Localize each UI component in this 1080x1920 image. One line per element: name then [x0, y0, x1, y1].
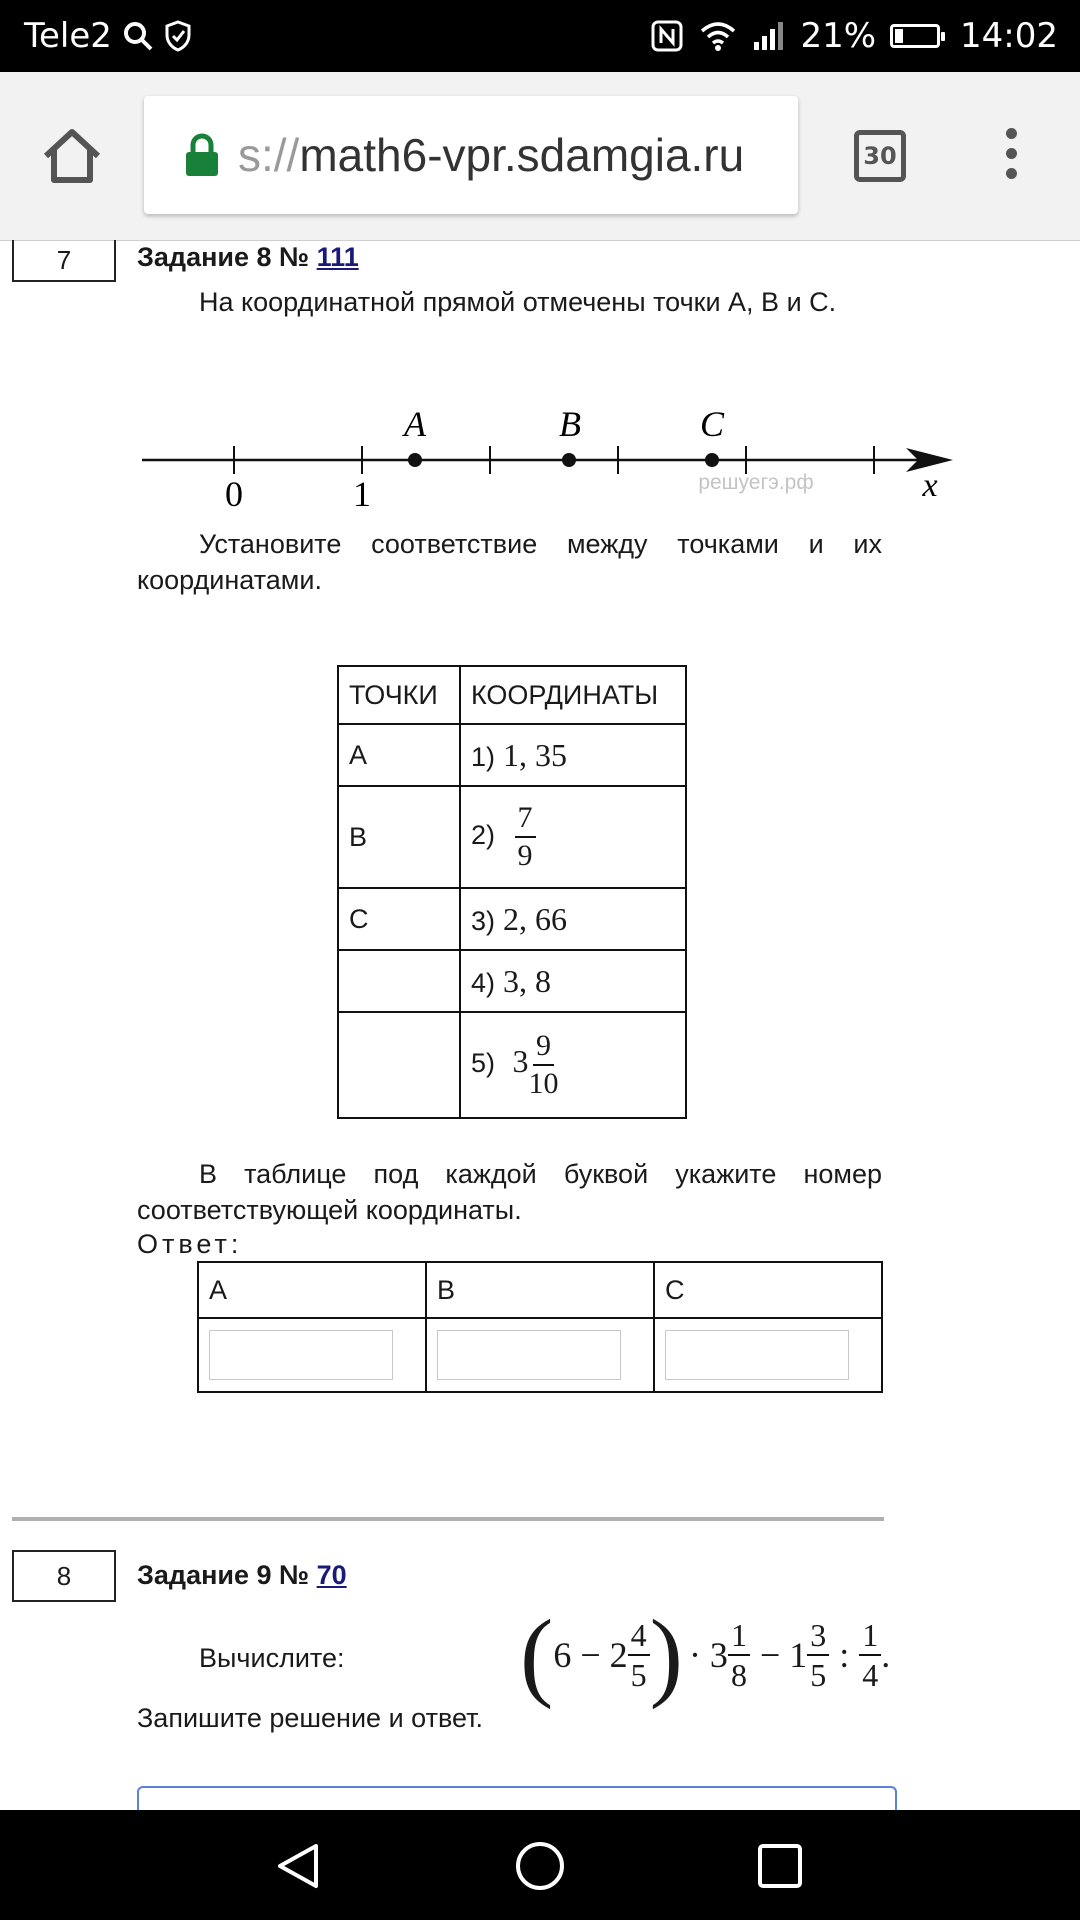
home-icon[interactable]: [40, 124, 104, 188]
answer-table: [197, 1261, 883, 1393]
lock-icon: [184, 132, 220, 178]
number-line: [138, 382, 958, 512]
axis-label-x: x: [922, 467, 938, 504]
point-cell: A: [338, 724, 460, 786]
navigation-bar: [0, 1810, 1080, 1920]
tick-label-0: 0: [225, 474, 243, 512]
math-expression: ( 6 − 2 $\frac{4}{5}$ ) · 3 $\frac{1}{8}$ − 1 $\frac{3}{5}$ : $\frac{1}{4}$ .: [520, 1599, 891, 1710]
browser-toolbar: [0, 72, 1080, 241]
wifi-icon: [698, 20, 738, 52]
task-title: Задание 9 № 70: [137, 1560, 347, 1590]
matching-table: [337, 665, 687, 1119]
section-divider: [12, 1517, 884, 1521]
point-label-b: B: [559, 404, 581, 444]
overflow-menu-icon[interactable]: [998, 128, 1024, 188]
point-b-dot: [562, 453, 576, 467]
status-bar: [0, 0, 1080, 72]
tick-label-1: 1: [353, 474, 371, 512]
signal-icon: [752, 20, 786, 52]
point-label-a: A: [404, 404, 426, 444]
solution-textarea[interactable]: [137, 1786, 897, 1810]
answer-header-c: C: [654, 1262, 882, 1318]
coordinate-cell: 1) 1, 35: [460, 724, 686, 786]
compute-label: Вычислите:: [199, 1643, 345, 1673]
task-instruction: Запишите решение и ответ.: [137, 1703, 483, 1733]
recents-icon[interactable]: [756, 1842, 804, 1890]
point-cell: [338, 950, 460, 1012]
coordinate-cell: 5) 3 $\frac{9}{10}$: [460, 1012, 686, 1118]
battery-icon: [890, 24, 940, 48]
header-points: ТОЧКИ: [338, 666, 460, 724]
point-c-dot: [705, 453, 719, 467]
answer-header-b: B: [426, 1262, 654, 1318]
point-a-dot: [408, 453, 422, 467]
task-link[interactable]: 111: [316, 242, 359, 272]
answer-input-c[interactable]: [665, 1330, 849, 1380]
watermark: решуегэ.рф: [698, 471, 814, 494]
answer-note: В таблице под каждой буквой укажите номер соответствующей координаты.: [137, 1159, 882, 1225]
nfc-icon: [650, 19, 684, 53]
back-icon[interactable]: [272, 1840, 324, 1892]
answer-label: Ответ:: [137, 1229, 243, 1259]
url-text: s://math6-vpr.sdamgia.ru: [238, 129, 745, 181]
point-label-c: C: [699, 404, 725, 444]
battery-percent: 21%: [800, 16, 877, 56]
task-title: Задание 8 № 111: [137, 242, 359, 272]
shield-icon: [164, 20, 192, 52]
point-cell: C: [338, 888, 460, 950]
point-cell: B: [338, 786, 460, 888]
answer-header-a: A: [198, 1262, 426, 1318]
point-cell: [338, 1012, 460, 1118]
answer-input-a[interactable]: [209, 1330, 393, 1380]
page-content: [0, 240, 1080, 1810]
task-number-box: 7: [12, 240, 116, 282]
task-intro: На координатной прямой отмечены точки A, B и C.: [199, 287, 837, 317]
coordinate-cell: 3) 2, 66: [460, 888, 686, 950]
home-circle-icon[interactable]: [514, 1840, 566, 1892]
coordinate-cell: 4) 3, 8: [460, 950, 686, 1012]
answer-input-b[interactable]: [437, 1330, 621, 1380]
task-link[interactable]: 70: [316, 1560, 347, 1590]
search-icon: [122, 20, 154, 52]
carrier-name: Tele2: [24, 16, 112, 56]
clock: 14:02: [960, 16, 1058, 56]
coordinate-cell: 2) $\frac{7}{9}$: [460, 786, 686, 888]
tab-switcher-button[interactable]: 30: [854, 130, 906, 182]
address-bar[interactable]: [144, 96, 798, 214]
task-instruction: Установите соответствие между точками и их координатами.: [137, 529, 882, 595]
task-number-box: 8: [12, 1550, 116, 1602]
header-coordinates: КООРДИНАТЫ: [460, 666, 686, 724]
